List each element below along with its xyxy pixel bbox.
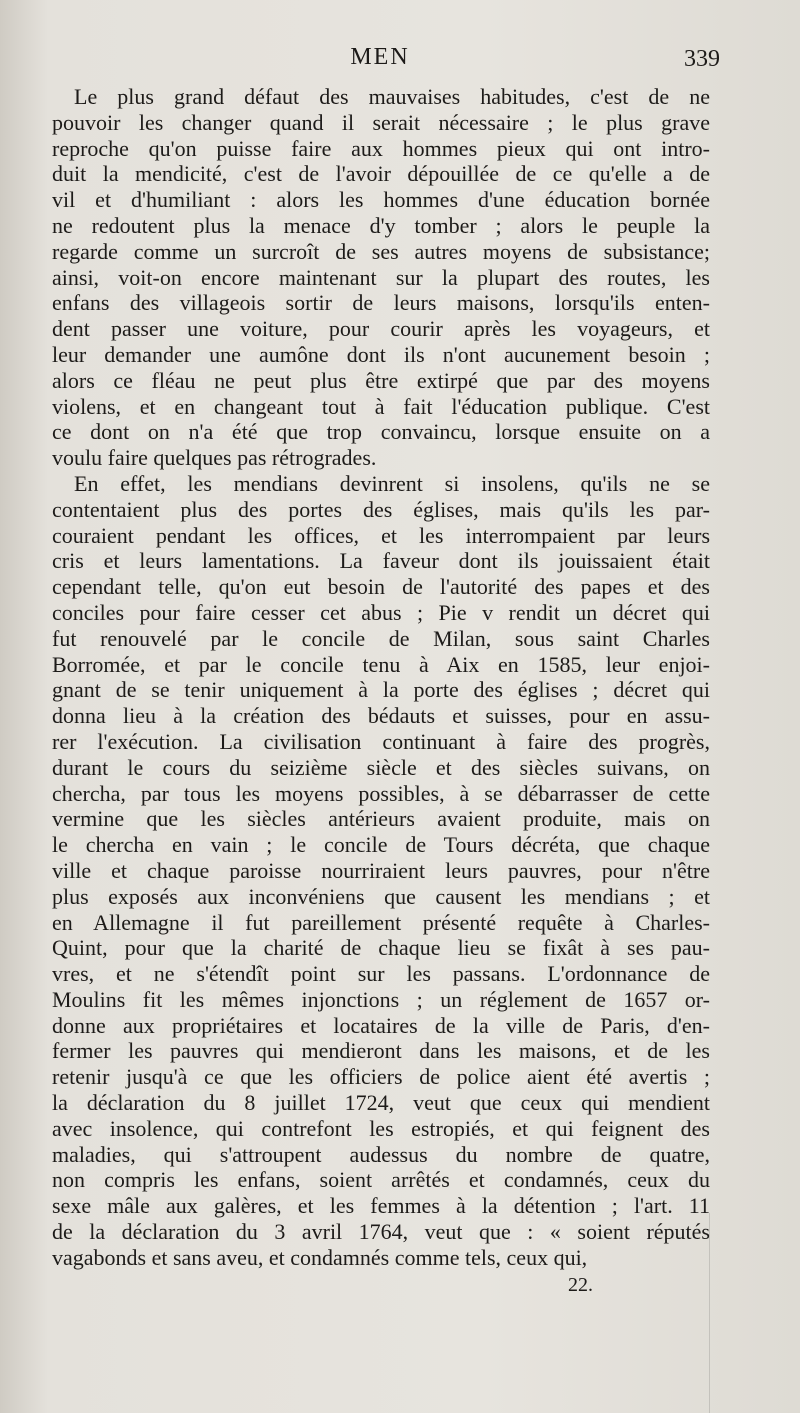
text-line: Moulins fit les mêmes injonctions ; un réglement de 1657 or- bbox=[52, 986, 710, 1012]
text-line: non compris les enfans, soient arrêtés et condamnés, ceux du bbox=[52, 1167, 710, 1193]
text-line: leur demander une aumône dont ils n'ont aucunement besoin ; bbox=[52, 341, 710, 367]
text-line: plus exposés aux inconvéniens que causent les mendians ; et bbox=[52, 883, 710, 909]
text-line: chercha, par tous les moyens possibles, à se débarrasser de cette bbox=[52, 780, 710, 806]
text-line: durant le cours du seizième siècle et des siècles suivans, on bbox=[52, 754, 710, 780]
text-line: ce dont on n'a été que trop convaincu, lorsque ensuite on a bbox=[52, 419, 710, 445]
running-head: MEN bbox=[350, 44, 410, 70]
text-line: regarde comme un surcroît de ses autres moyens de subsistance; bbox=[52, 238, 710, 264]
text-line: retenir jusqu'à ce que les officiers de police aient été avertis ; bbox=[52, 1064, 710, 1090]
text-line: Quint, pour que la charité de chaque lieu se fixât à ses pau- bbox=[52, 935, 710, 961]
text-line: dent passer une voiture, pour courir après les voyageurs, et bbox=[52, 316, 710, 342]
text-line: pouvoir les changer quand il serait nécessaire ; le plus grave bbox=[52, 109, 710, 135]
text-line: ne redoutent plus la menace d'y tomber ; alors le peuple la bbox=[52, 212, 710, 238]
signature-mark: 22. bbox=[568, 1274, 593, 1296]
text-line: fut renouvelé par le concile de Milan, sous saint Charles bbox=[52, 625, 710, 651]
text-line: alors ce fléau ne peut plus être extirpé que par des moyens bbox=[52, 367, 710, 393]
paragraph bbox=[52, 84, 710, 471]
text-line: ville et chaque paroisse nourriraient leurs pauvres, pour n'être bbox=[52, 857, 710, 883]
text-line: voulu faire quelques pas rétrogrades. bbox=[52, 445, 377, 471]
text-line: vermine que les siècles antérieurs avaient produite, mais on bbox=[52, 806, 710, 832]
text-line: maladies, qui s'attroupent audessus du nombre de quatre, bbox=[52, 1141, 710, 1167]
text-line: fermer les pauvres qui mendieront dans les maisons, et de les bbox=[52, 1038, 710, 1064]
body-text bbox=[52, 84, 710, 1271]
text-line: ainsi, voit-on encore maintenant sur la plupart des routes, les bbox=[52, 264, 710, 290]
text-line: Borromée, et par le concile tenu à Aix en 1585, leur enjoi- bbox=[52, 651, 710, 677]
text-line: donna lieu à la création des bédauts et suisses, pour en assu- bbox=[52, 703, 710, 729]
text-line: couraient pendant les offices, et les interrompaient par leurs bbox=[52, 522, 710, 548]
text-line: Le plus grand défaut des mauvaises habitudes, c'est de ne bbox=[74, 84, 710, 109]
text-line: contentaient plus des portes des églises, mais qu'ils les par- bbox=[52, 496, 710, 522]
text-line: cris et leurs lamentations. La faveur dont ils jouissaient était bbox=[52, 548, 710, 574]
text-line: vil et d'humiliant : alors les hommes d'une éducation bornée bbox=[52, 187, 710, 213]
text-line: le chercha en vain ; le concile de Tours décréta, que chaque bbox=[52, 832, 710, 858]
text-line: violens, et en changeant tout à fait l'éducation publique. C'est bbox=[52, 393, 710, 419]
paragraph bbox=[52, 471, 710, 1271]
page-number: 339 bbox=[684, 46, 720, 72]
text-line: vagabonds et sans aveu, et condamnés comme tels, ceux qui, bbox=[52, 1244, 588, 1270]
text-line: enfans des villageois sortir de leurs maisons, lorsqu'ils enten- bbox=[52, 290, 710, 316]
text-line: conciles pour faire cesser cet abus ; Pie v rendit un décret qui bbox=[52, 599, 710, 625]
text-line: donne aux propriétaires et locataires de la ville de Paris, d'en- bbox=[52, 1012, 710, 1038]
page-fold-shadow bbox=[709, 1213, 800, 1413]
text-line: rer l'exécution. La civilisation continuant à faire des progrès, bbox=[52, 728, 710, 754]
text-line: vres, et ne s'étendît point sur les passans. L'ordonnance de bbox=[52, 961, 710, 987]
text-line: avec insolence, qui contrefont les estropiés, et qui feignent des bbox=[52, 1115, 710, 1141]
text-line: gnant de se tenir uniquement à la porte des églises ; décret qui bbox=[52, 677, 710, 703]
text-line: duit la mendicité, c'est de l'avoir dépouillée de ce qu'elle a de bbox=[52, 161, 710, 187]
text-line: la déclaration du 8 juillet 1724, veut que ceux qui mendient bbox=[52, 1090, 710, 1116]
text-line: reproche qu'on puisse faire aux hommes pieux qui ont intro- bbox=[52, 135, 710, 161]
text-line: en Allemagne il fut pareillement présenté requête à Charles- bbox=[52, 909, 710, 935]
text-line: cependant telle, qu'on eut besoin de l'autorité des papes et des bbox=[52, 574, 710, 600]
text-line: de la déclaration du 3 avril 1764, veut que : « soient réputés bbox=[52, 1219, 710, 1245]
text-line: En effet, les mendians devinrent si insolens, qu'ils ne se bbox=[74, 470, 710, 496]
text-line: sexe mâle aux galères, et les femmes à la détention ; l'art. 11 bbox=[52, 1193, 710, 1219]
page-header bbox=[40, 44, 720, 84]
